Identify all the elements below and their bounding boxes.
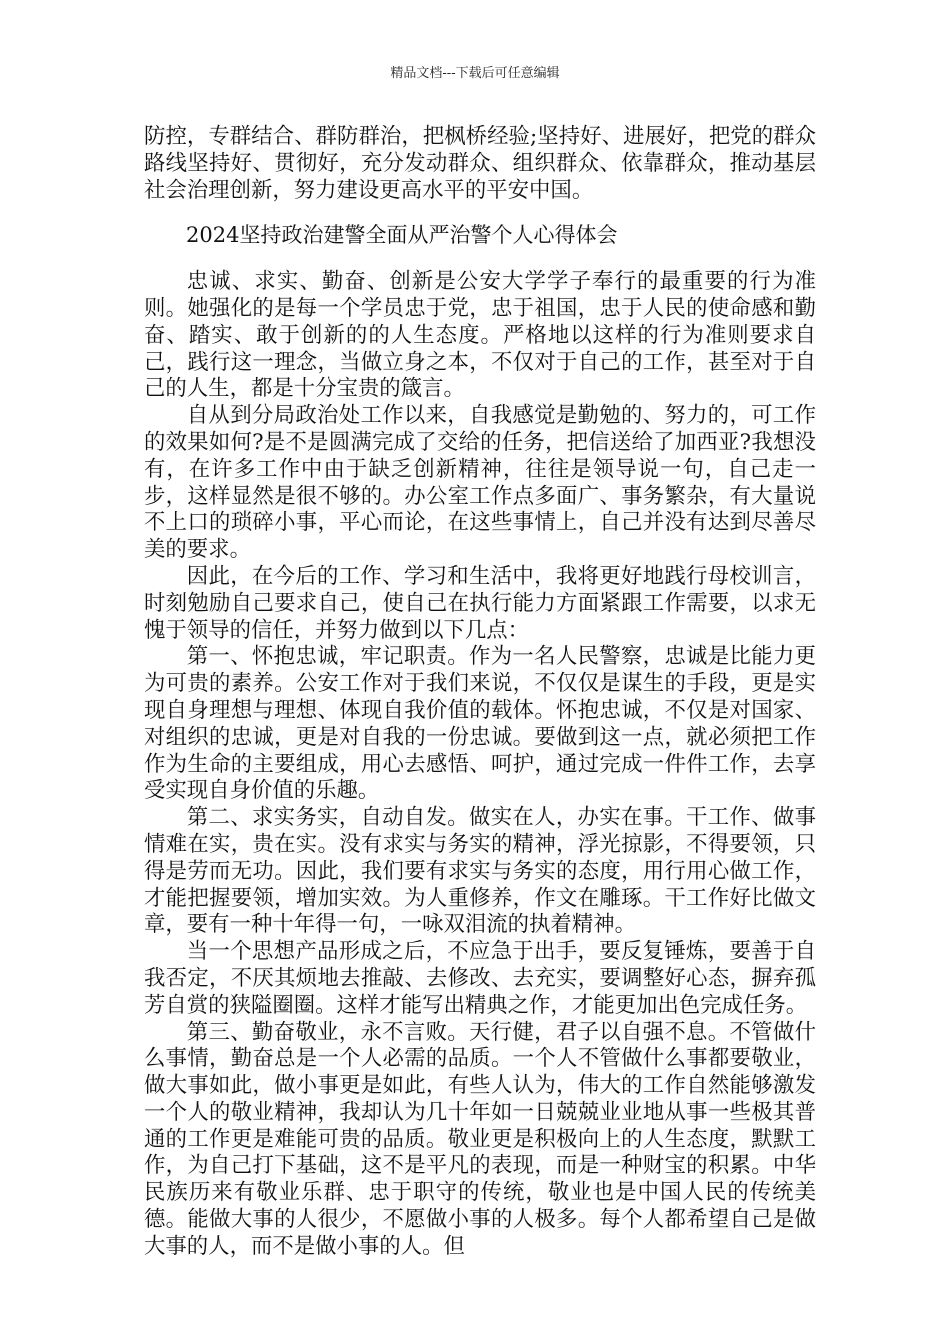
body-paragraph: 当一个思想产品形成之后，不应急于出手，要反复锤炼，要善于自我否定，不厌其烦地去推敲、去修改、去充实，要调整好心态，摒弃孤芳自赏的狭隘圈圈。这样才能写出精典之作，才能更加出色完成任务。 bbox=[144, 939, 816, 1018]
lead-paragraph: 防控，专群结合、群防群治，把枫桥经验;坚持好、进展好，把党的群众路线坚持好、贯彻好，充分发动群众、组织群众、依靠群众，推动基层社会治理创新，努力建设更高水平的平安中国。 bbox=[144, 124, 816, 203]
body-paragraph: 因此，在今后的工作、学习和生活中，我将更好地践行母校训言，时刻勉励自己要求自己，使自己在执行能力方面紧跟工作需要，以求无愧于领导的信任，并努力做到以下几点： bbox=[144, 563, 816, 643]
body-paragraph: 第一、怀抱忠诚，牢记职责。作为一名人民警察，忠诚是比能力更为可贵的素养。公安工作对于我们来说，不仅仅是谋生的手段，更是实现自身理想与理想、体现自我价值的载体。怀抱忠诚，不仅是对国家、对组织的忠诚，更是对自我的一份忠诚。要做到这一点，就必须把工作作为生命的主要组成，用心去感悟、呵护，通过完成一件件工作，去享受实现自身价值的乐趣。 bbox=[144, 644, 816, 804]
body-paragraph: 第三、勤奋敬业，永不言败。天行健，君子以自强不息。不管做什么事情，勤奋总是一个人必需的品质。一个人不管做什么事都要敬业，做大事如此，做小事更是如此，有些人认为，伟大的工作自然能够激发一个人的敬业精神，我却认为几十年如一日兢兢业业地从事一些极其普通的工作更是难能可贵的品质。敬业更是积极向上的人生态度，默默工作，为自己打下基础，这不是平凡的表现，而是一种财宝的积累。中华民族历来有敬业乐群、忠于职守的传统，敬业也是中国人民的传统美德。能做大事的人很少，不愿做小事的人极多。每个人都希望自己是做大事的人，而不是做小事的人。但 bbox=[144, 1019, 816, 1259]
body-paragraph: 自从到分局政治处工作以来，自我感觉是勤勉的、努力的，可工作的效果如何?是不是圆满完成了交给的任务，把信送给了加西亚?我想没有，在许多工作中由于缺乏创新精神，往往是领导说一句，自己走一步，这样显然是很不够的。办公室工作点多面广、事务繁杂，有大量说不上口的琐碎小事，平心而论，在这些事情上，自己并没有达到尽善尽美的要求。 bbox=[144, 403, 816, 563]
body-paragraph: 忠诚、求实、勤奋、创新是公安大学学子奉行的最重要的行为准则。她强化的是每一个学员忠于党，忠于祖国，忠于人民的使命感和勤奋、踏实、敢于创新的的人生态度。严格地以这样的行为准则要求自己，践行这一理念，当做立身之本，不仅对于自己的工作，甚至对于自己的人生，都是十分宝贵的箴言。 bbox=[144, 269, 816, 402]
page-header: 精品文档---下载后可任意编辑 bbox=[390, 66, 560, 81]
document-body bbox=[144, 124, 816, 1261]
document-title: 2024坚持政治建警全面从严治警个人心得体会 bbox=[186, 223, 618, 248]
body-paragraph: 第二、求实务实，自动自发。做实在人，办实在事。干工作、做事情难在实，贵在实。没有求实与务实的精神，浮光掠影，不得要领，只得是劳而无功。因此，我们要有求实与务实的态度，用行用心做工作，才能把握要领，增加实效。为人重修养，作文在雕琢。干工作好比做文章，要有一种十年得一句，一咏双泪流的执着精神。 bbox=[144, 805, 816, 938]
